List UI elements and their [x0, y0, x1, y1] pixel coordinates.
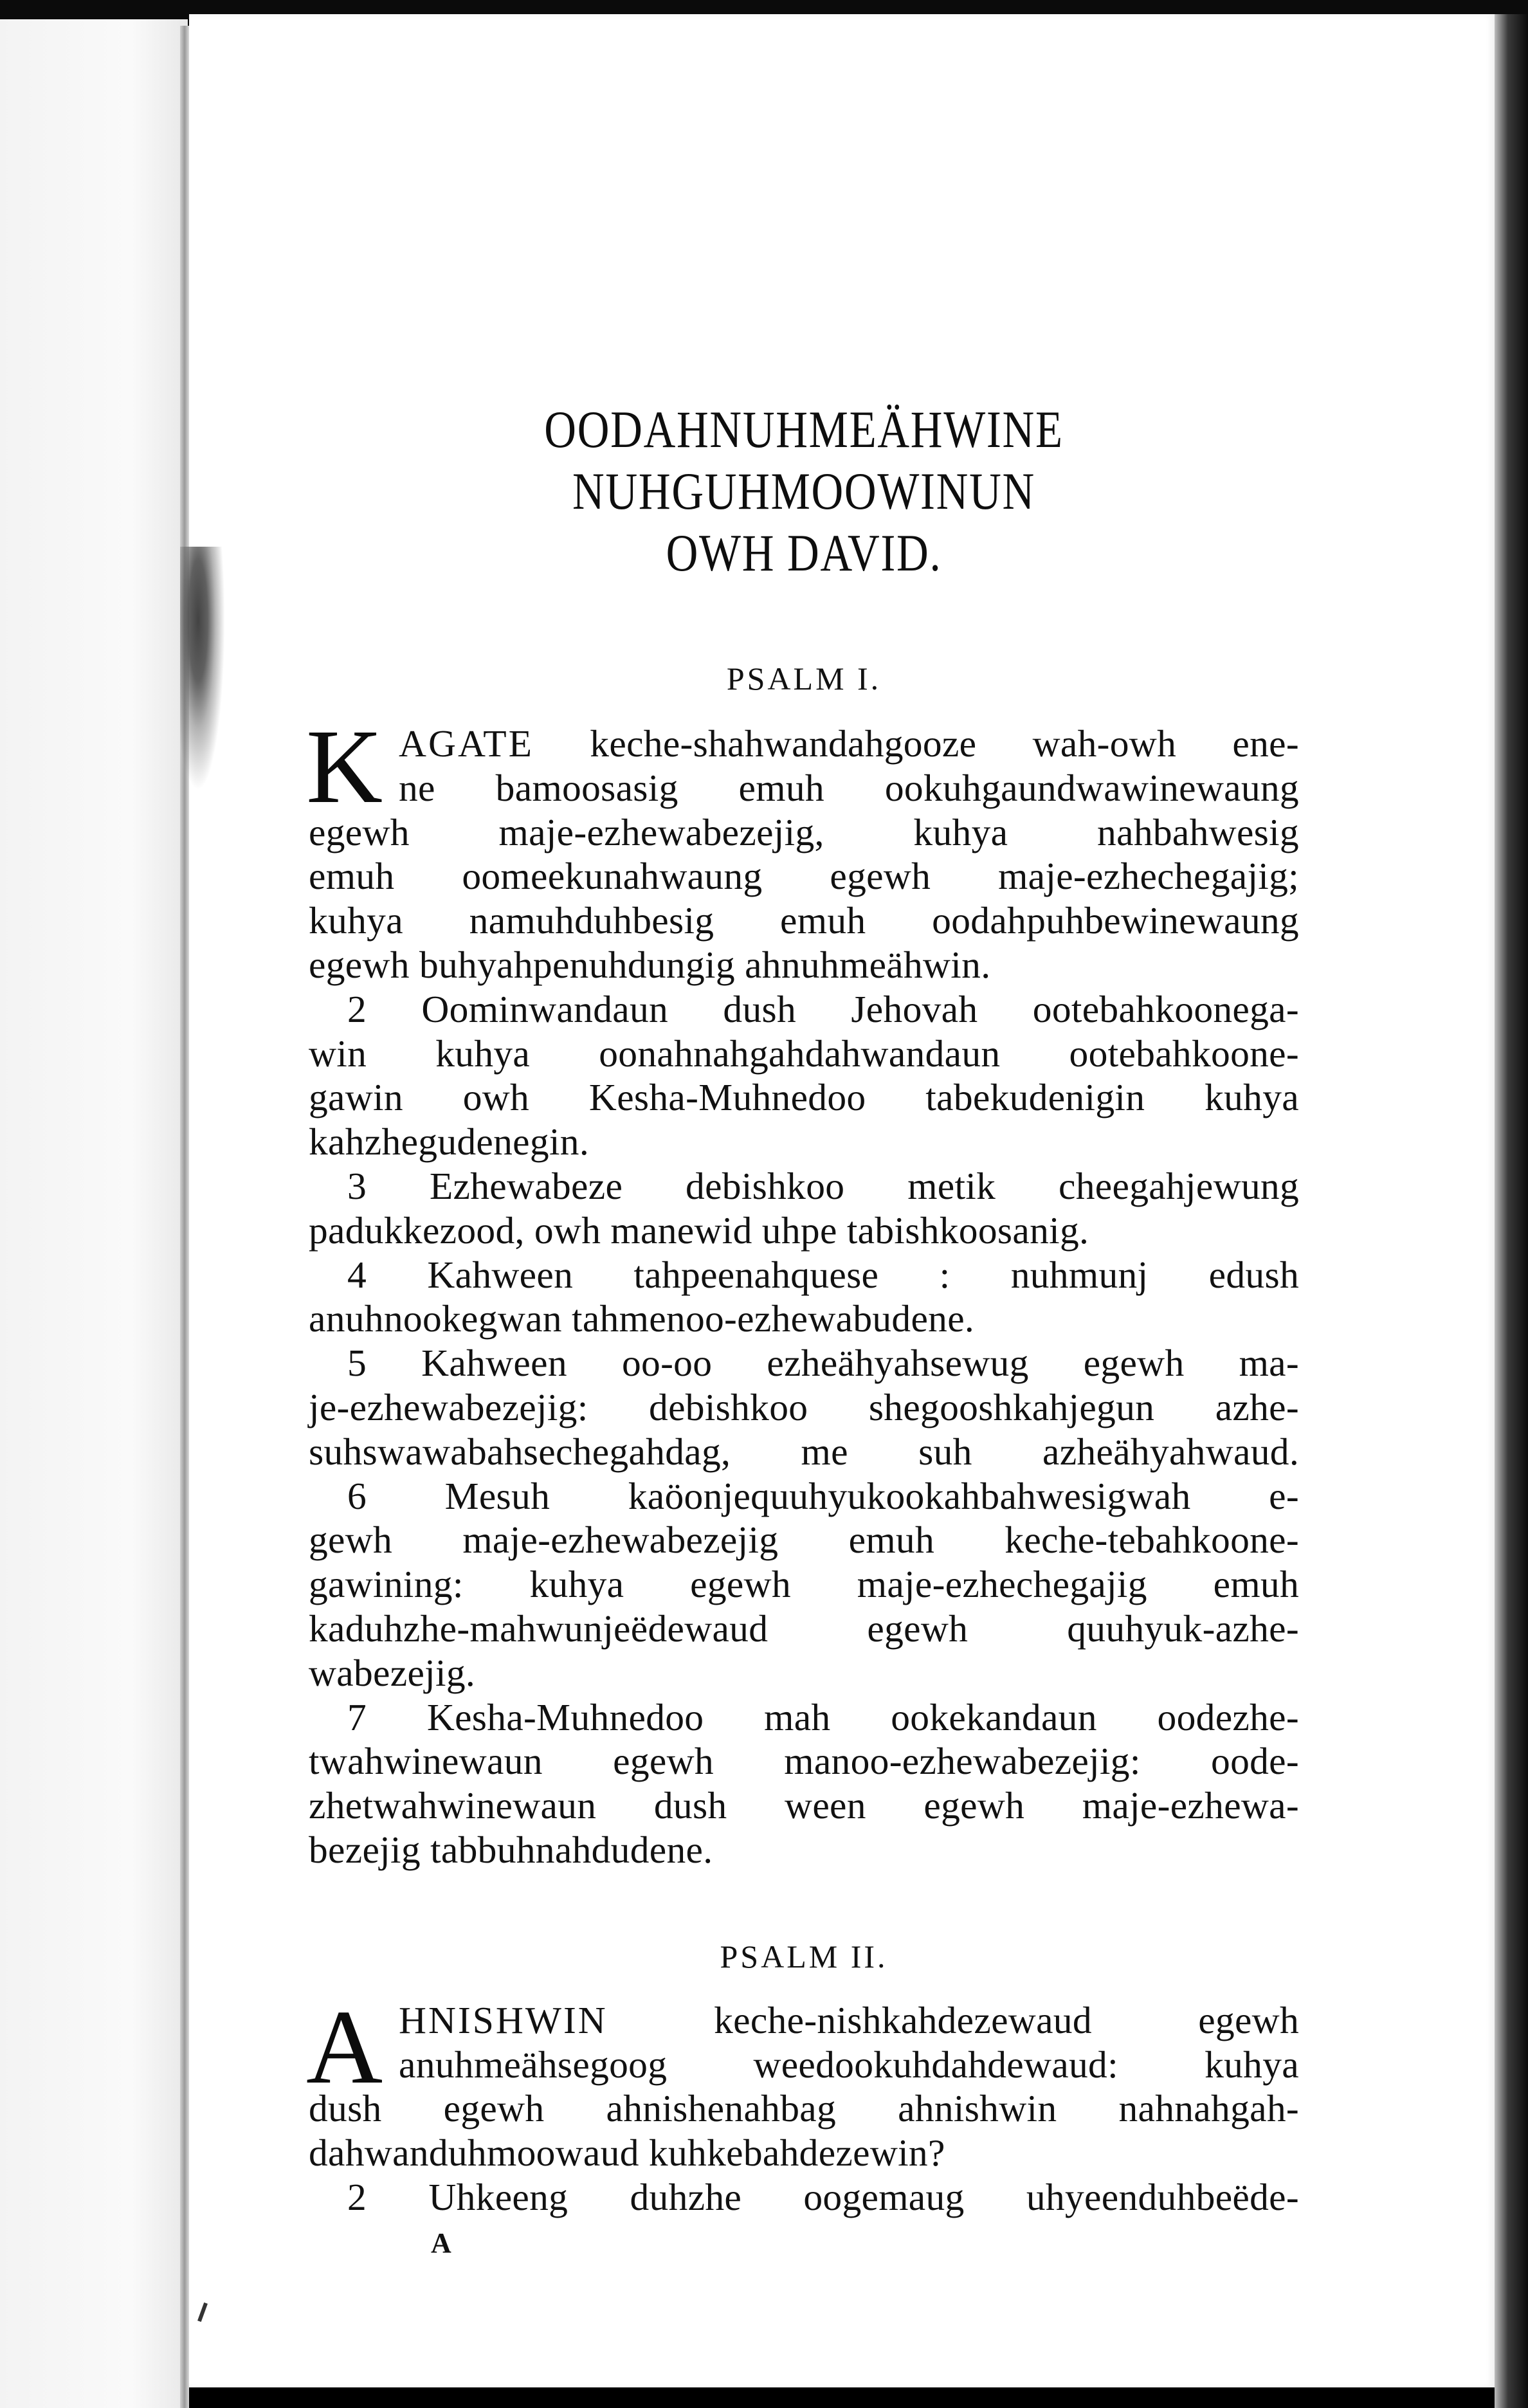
page-gutter	[180, 26, 189, 2408]
verse-line: kuhya namuhduhbesig emuh oodahpuhbewinewaung	[309, 899, 1299, 942]
verse-line: ne bamoosasig emuh ookuhgaundwawinewaung	[399, 766, 1299, 809]
verse-line: egewh buhyahpenuhdungig ahnuhmeähwin.	[309, 943, 991, 986]
facing-page-edge	[0, 19, 188, 2408]
drop-cap-letter: A	[306, 1987, 383, 2106]
psalm-1-verse-7	[309, 1695, 1299, 1872]
psalm-1-verse-2	[309, 987, 1299, 1164]
drop-cap-letter: K	[306, 707, 383, 825]
binding-thread-mark	[180, 547, 225, 791]
verse-line: anuhnookegwan tahmenoo-ezhewabudene.	[309, 1297, 975, 1340]
verse-line: bezejig tabbuhnahdudene.	[309, 1828, 713, 1871]
verse-line: 7 Kesha-Muhnedoo mah ookekandaun oodezhe-	[347, 1695, 1299, 1738]
page-right-edge	[1495, 14, 1528, 2408]
verse-line: suhswawabahsechegahdag, me suh azheähyahwaud.	[309, 1430, 1299, 1473]
verse-line: dahwanduhmoowaud kuhkebahdezewin?	[309, 2131, 945, 2175]
verse-line: kaduhzhe-mahwunjeëdewaud egewh quuhyuk-azhe-	[309, 1607, 1299, 1650]
verse-line: emuh oomeekunahwaung egewh maje-ezhechegajig;	[309, 855, 1299, 898]
psalm-1-verse-5	[309, 1341, 1299, 1473]
page-content	[306, 399, 1299, 2261]
verse-line: wabezejig.	[309, 1651, 476, 1694]
signature-mark: A	[431, 2227, 451, 2259]
opening-word: AGATE	[399, 722, 534, 765]
verse-line: win kuhya oonahnahgahdahwandaun ootebahkoone-	[309, 1032, 1299, 1075]
psalm-1-opening-verse	[306, 707, 1299, 987]
verse-line: 5 Kahween oo-oo ezheähyahsewug egewh ma-	[347, 1342, 1299, 1385]
psalm-1-verse-3	[309, 1164, 1299, 1253]
verse-line: 3 Ezhewabeze debishkoo metik cheegahjewung	[347, 1164, 1299, 1207]
psalm-1-heading: PSALM I.	[726, 661, 882, 697]
verse-line: zhetwahwinewaun dush ween egewh maje-ezhewa-	[309, 1784, 1299, 1827]
book-title-line-1: OODAHNUHMEÄHWINE NUHGUHMOOWINUN	[544, 400, 1064, 520]
psalm-1-verse-4	[309, 1253, 1299, 1342]
verse-line: gewh maje-ezhewabezejig emuh keche-tebahkoone-	[309, 1519, 1299, 1562]
verse-line: AGATE keche-shahwandahgooze wah-owh ene-	[399, 722, 1299, 765]
verse-line: egewh maje-ezhewabezejig, kuhya nahbahwesig	[309, 810, 1299, 853]
verse-line: padukkezood, owh manewid uhpe tabishkoosanig.	[309, 1209, 1089, 1252]
verse-line: dush egewh ahnishenahbag ahnishwin nahnahgah-	[309, 2087, 1299, 2130]
verse-line: je-ezhewabezejig: debishkoo shegooshkahjegun azhe-	[309, 1385, 1299, 1428]
psalm-2-heading: PSALM II.	[720, 1938, 888, 1975]
verse-line: 2 Oominwandaun dush Jehovah ootebahkoonega-	[347, 987, 1299, 1030]
verse-line: HNISHWIN keche-nishkahdezewaud egewh	[399, 1998, 1299, 2041]
psalm-2-verse-2	[309, 2175, 1299, 2220]
verse-line: 2 Uhkeeng duhzhe oogemaug uhyeenduhbeëde-	[347, 2175, 1299, 2218]
verse-line: gawin owh Kesha-Muhnedoo tabekudenigin kuhya	[309, 1076, 1299, 1119]
verse-line: anuhmeähsegoog weedookuhdahdewaud: kuhya	[399, 2043, 1299, 2086]
book-title	[313, 399, 1296, 584]
verse-line: 6 Mesuh kaöonjequuhyukookahbahwesigwah e-	[347, 1474, 1299, 1517]
psalm-2-opening-verse	[306, 1987, 1299, 2175]
opening-word: HNISHWIN	[399, 1998, 608, 2041]
verse-line: twahwinewaun egewh manoo-ezhewabezejig: oode-	[309, 1740, 1299, 1783]
psalm-1-verse-6	[309, 1474, 1299, 1695]
verse-line: gawining: kuhya egewh maje-ezhechegajig emuh	[309, 1563, 1299, 1606]
verse-line: 4 Kahween tahpeenahquese : nuhmunj edush	[347, 1253, 1299, 1296]
verse-line: kahzhegudenegin.	[309, 1120, 590, 1163]
book-title-line-2: OWH DAVID.	[666, 524, 942, 582]
